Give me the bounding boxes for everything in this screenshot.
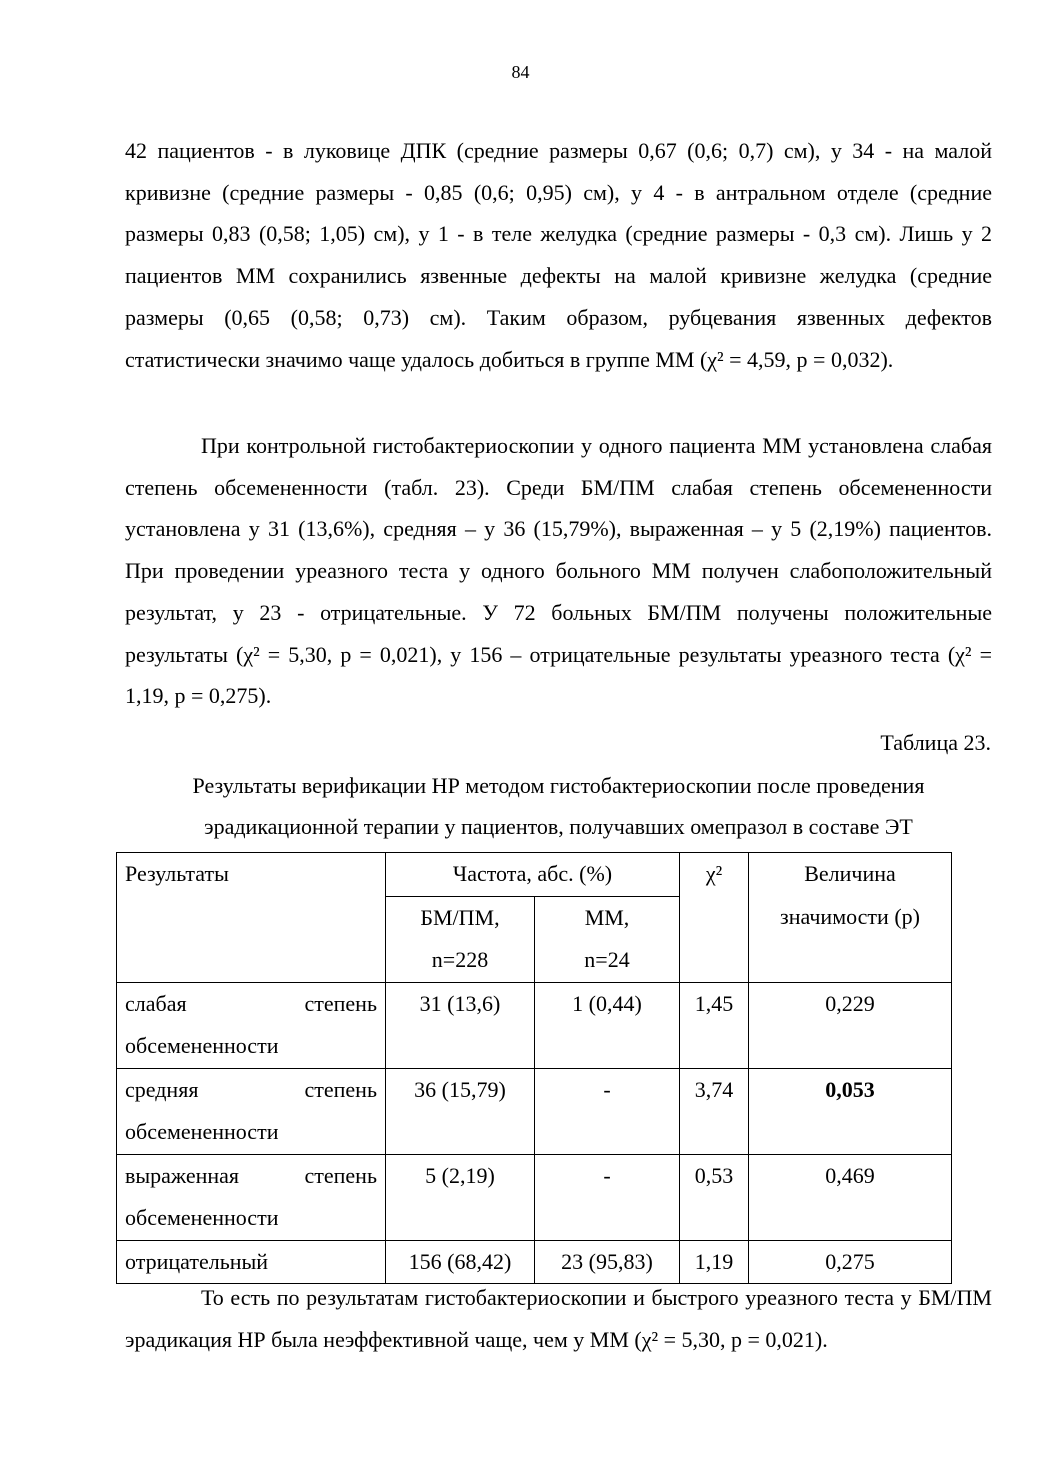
table-row [117, 1068, 952, 1154]
page-number: 84 [511, 62, 530, 82]
table-title-line-2: эрадикационной терапии у пациентов, получавших омепразол в составе ЭТ [204, 814, 913, 839]
cell-p-value: 0,469 [749, 1154, 952, 1240]
cell-bm-pm: 5 (2,19) [386, 1154, 535, 1240]
cell-bm-pm: 36 (15,79) [386, 1068, 535, 1154]
header-chi-square: χ² [680, 853, 749, 983]
header-group-bm-pm [386, 896, 535, 982]
row-label-word-1: слабая [125, 990, 187, 1016]
cell-chi-square: 3,74 [680, 1068, 749, 1154]
cell-mm: - [535, 1154, 680, 1240]
header-significance-line-1: Величина [804, 861, 896, 886]
row-label-word-1: выраженная [125, 1162, 240, 1188]
table-row [117, 982, 952, 1068]
row-label-line-2: обсемененности [125, 1205, 279, 1230]
table-label: Таблица 23. [880, 730, 991, 755]
row-label-word-2: степень [304, 1076, 377, 1102]
cell-bm-pm: 31 (13,6) [386, 982, 535, 1068]
header-group-bm-pm-line-2: n=228 [431, 947, 489, 972]
header-group-mm-line-1: ММ, [584, 904, 630, 930]
cell-chi-square: 1,19 [680, 1240, 749, 1284]
cell-mm: 1 (0,44) [535, 982, 680, 1068]
cell-mm: 23 (95,83) [535, 1240, 680, 1284]
row-label [117, 1154, 386, 1240]
header-results: Результаты [117, 853, 386, 983]
header-group-mm [535, 896, 680, 982]
table-title [125, 765, 992, 847]
table-header-row [117, 853, 952, 897]
cell-chi-square: 1,45 [680, 982, 749, 1068]
cell-p-value: 0,229 [749, 982, 952, 1068]
table-row [117, 1154, 952, 1240]
header-frequency: Частота, абс. (%) [386, 853, 680, 897]
row-label-word-1: средняя [125, 1076, 199, 1102]
row-label [117, 982, 386, 1068]
row-label [117, 1068, 386, 1154]
header-group-bm-pm-line-1: БМ/ПМ, [420, 904, 500, 930]
header-significance-line-2: значимости (р) [780, 903, 920, 929]
cell-chi-square: 0,53 [680, 1154, 749, 1240]
header-group-mm-line-2: n=24 [584, 947, 630, 972]
row-label: отрицательный [117, 1240, 386, 1284]
paragraph-1: 42 пациентов - в луковице ДПК (средние размеры 0,67 (0,6; 0,7) см), у 34 - на малой кривизне (средние размеры - 0,85 (0,6; 0,95) см), у 4 - в антральном отделе (средние размеры 0,83 (0,58; 1,05) см), у 1 - в теле желудка (средние размеры - 0,3 см). Лишь у 2 пациентов ММ сохранились язвенные дефекты на малой кривизне желудка (средние размеры (0,65 (0,58; 0,73) см). Таким образом, рубцевания язвенных дефектов статистически значимо чаще удалось добиться в группе ММ (χ² = 4,59, p = 0,032). [125, 138, 992, 372]
cell-p-value: 0,053 [749, 1068, 952, 1154]
paragraph-2: При контрольной гистобактериоскопии у одного пациента ММ установлена слабая степень обсемененности (табл. 23). Среди БМ/ПМ слабая степень обсемененности установлена у 31 (13,6%), средняя – у 36 (15,79%), выраженная – у 5 (2,19%) пациентов. При проведении уреазного теста у одного больного ММ получен слабоположительный результат, у 23 - отрицательные. У 72 больных БМ/ПМ получены положительные результаты (χ² = 5,30, p = 0,021), у 156 – отрицательные результаты уреазного теста (χ² = 1,19, p = 0,275). [125, 433, 992, 709]
row-label-line-2: обсемененности [125, 1119, 279, 1144]
cell-bm-pm: 156 (68,42) [386, 1240, 535, 1284]
paragraph-3: То есть по результатам гистобактериоскопии и быстрого уреазного теста у БМ/ПМ эрадикация НР была неэффективной чаще, чем у ММ (χ² = 5,30, p = 0,021). [125, 1285, 992, 1352]
table-title-line-1: Результаты верификации НР методом гистобактериоскопии после проведения [192, 773, 925, 798]
row-label-line-2: обсемененности [125, 1033, 279, 1058]
row-label-word-2: степень [304, 990, 377, 1016]
cell-mm: - [535, 1068, 680, 1154]
row-label-word-2: степень [304, 1162, 377, 1188]
results-table [116, 852, 952, 1284]
header-significance [749, 853, 952, 983]
cell-p-value: 0,275 [749, 1240, 952, 1284]
